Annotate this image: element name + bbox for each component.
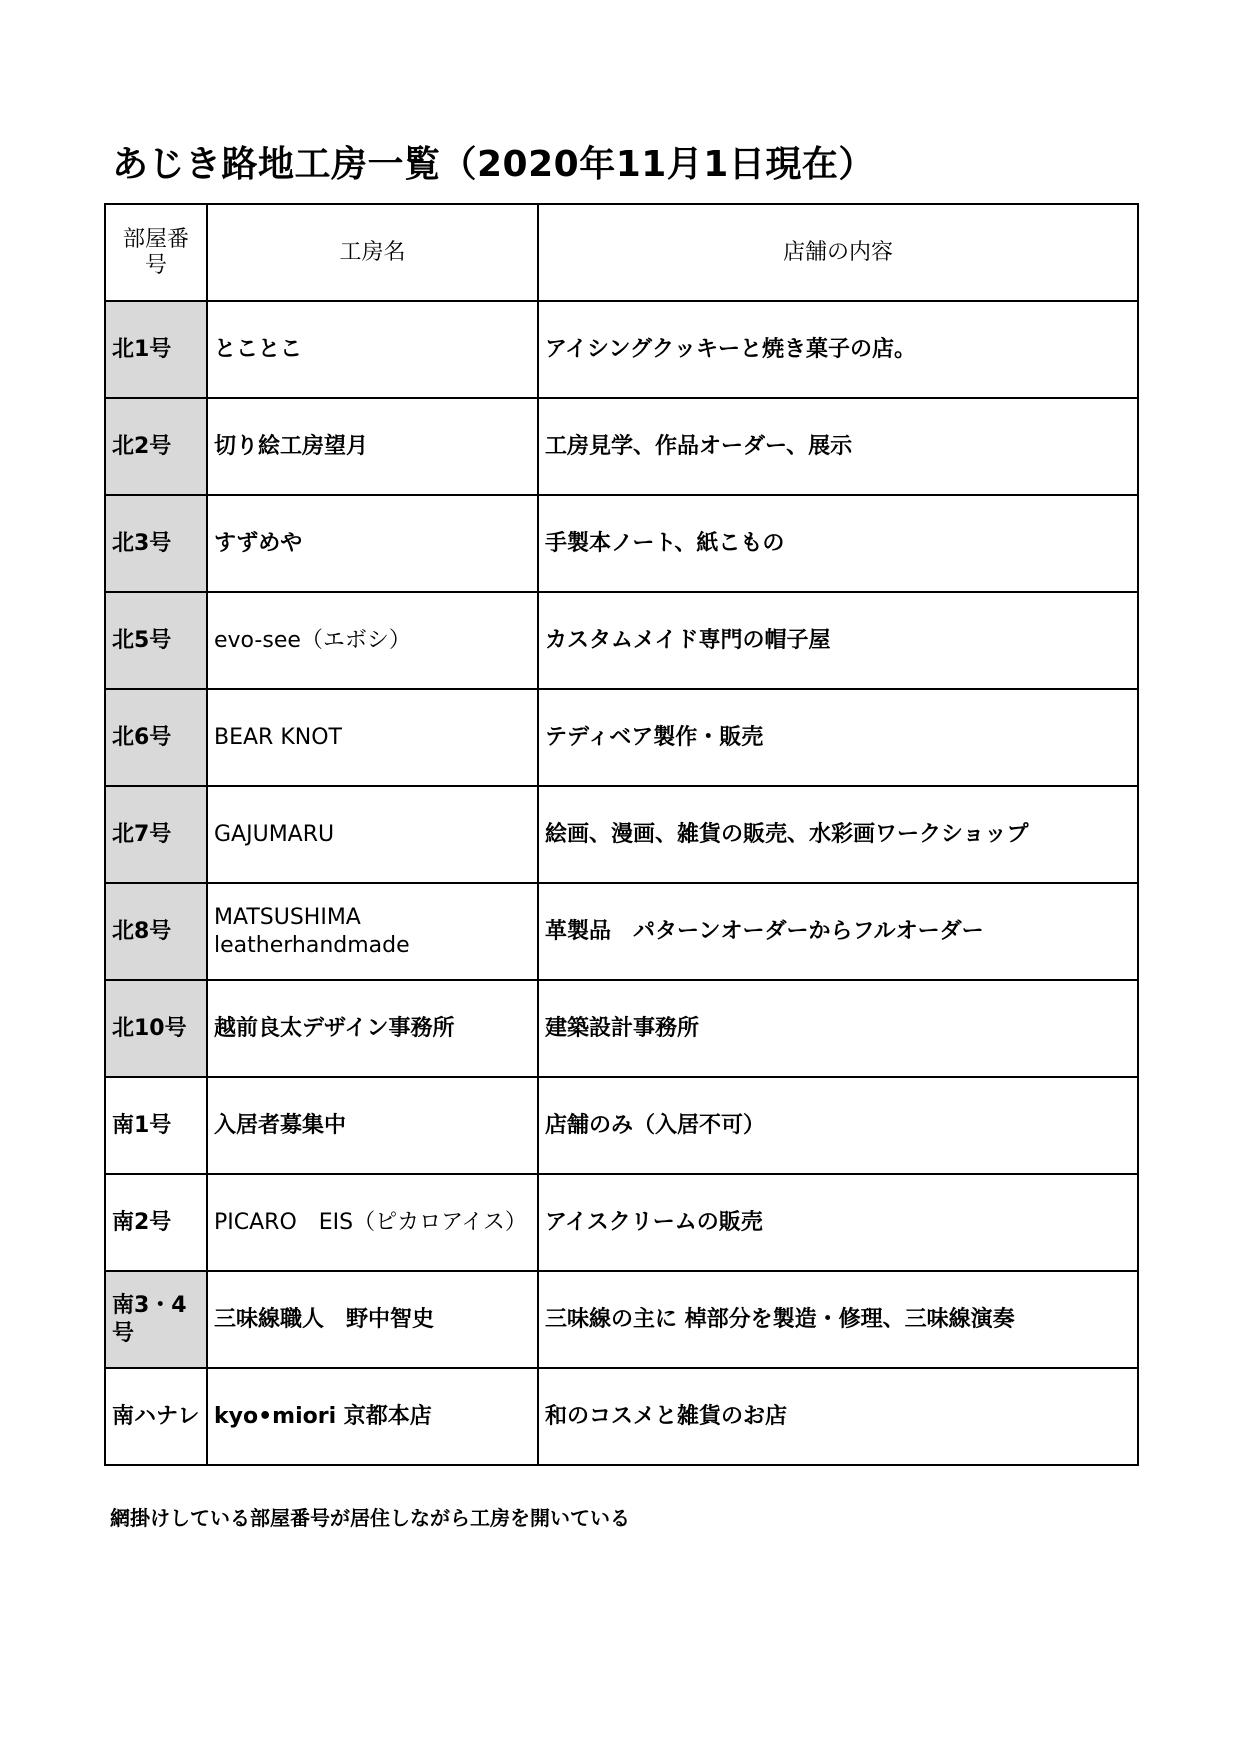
room-number-cell: 北6号 xyxy=(105,689,207,786)
room-number-cell: 北8号 xyxy=(105,883,207,980)
room-number-cell: 北1号 xyxy=(105,301,207,398)
workshop-name-cell: 三味線職人 野中智史 xyxy=(207,1271,538,1368)
room-number-cell: 北2号 xyxy=(105,398,207,495)
room-number-cell: 北5号 xyxy=(105,592,207,689)
footnote: 網掛けしている部屋番号が居住しながら工房を開いている xyxy=(110,1506,630,1530)
shop-content-cell: 店舗のみ（入居不可） xyxy=(538,1077,1138,1174)
workshop-name-cell: kyo•miori 京都本店 xyxy=(207,1368,538,1465)
workshop-table xyxy=(104,203,1139,1466)
shop-content-cell: 三味線の主に 棹部分を製造・修理、三味線演奏 xyxy=(538,1271,1138,1368)
table-body xyxy=(105,301,1138,1465)
workshop-name-cell: 切り絵工房望月 xyxy=(207,398,538,495)
shop-content-cell: アイスクリームの販売 xyxy=(538,1174,1138,1271)
table-row xyxy=(105,495,1138,592)
shop-content-cell: テディベア製作・販売 xyxy=(538,689,1138,786)
room-number-cell: 南2号 xyxy=(105,1174,207,1271)
workshop-name-cell: BEAR KNOT xyxy=(207,689,538,786)
shop-content-cell: カスタムメイド専門の帽子屋 xyxy=(538,592,1138,689)
table-row xyxy=(105,1271,1138,1368)
table-row xyxy=(105,1368,1138,1465)
table-row xyxy=(105,689,1138,786)
table-row xyxy=(105,1174,1138,1271)
room-number-cell: 南ハナレ xyxy=(105,1368,207,1465)
header-shop-content: 店舗の内容 xyxy=(538,204,1138,301)
room-number-cell: 北10号 xyxy=(105,980,207,1077)
header-room-number: 部屋番号 xyxy=(105,204,207,301)
table-header-row xyxy=(105,204,1138,301)
table-row xyxy=(105,592,1138,689)
workshop-name-cell: evo-see（エボシ） xyxy=(207,592,538,689)
table-row xyxy=(105,301,1138,398)
room-number-cell: 南1号 xyxy=(105,1077,207,1174)
room-number-cell: 北7号 xyxy=(105,786,207,883)
workshop-name-cell: 越前良太デザイン事務所 xyxy=(207,980,538,1077)
workshop-name-cell: MATSUSHIMA leatherhandmade xyxy=(207,883,538,980)
shop-content-cell: アイシングクッキーと焼き菓子の店。 xyxy=(538,301,1138,398)
workshop-name-cell: GAJUMARU xyxy=(207,786,538,883)
table-row xyxy=(105,398,1138,495)
shop-content-cell: 和のコスメと雑貨のお店 xyxy=(538,1368,1138,1465)
table-row xyxy=(105,786,1138,883)
shop-content-cell: 工房見学、作品オーダー、展示 xyxy=(538,398,1138,495)
shop-content-cell: 建築設計事務所 xyxy=(538,980,1138,1077)
table-row xyxy=(105,883,1138,980)
room-number-cell: 南3・4号 xyxy=(105,1271,207,1368)
shop-content-cell: 手製本ノート、紙こもの xyxy=(538,495,1138,592)
workshop-name-cell: PICARO EIS（ピカロアイス） xyxy=(207,1174,538,1271)
table-row xyxy=(105,1077,1138,1174)
workshop-name-cell: 入居者募集中 xyxy=(207,1077,538,1174)
table-row xyxy=(105,980,1138,1077)
header-workshop-name: 工房名 xyxy=(207,204,538,301)
shop-content-cell: 革製品 パターンオーダーからフルオーダー xyxy=(538,883,1138,980)
workshop-name-cell: とことこ xyxy=(207,301,538,398)
room-number-cell: 北3号 xyxy=(105,495,207,592)
page-title: あじき路地工房一覧（2020年11月1日現在） xyxy=(112,144,875,185)
shop-content-cell: 絵画、漫画、雑貨の販売、水彩画ワークショップ xyxy=(538,786,1138,883)
workshop-name-cell: すずめや xyxy=(207,495,538,592)
